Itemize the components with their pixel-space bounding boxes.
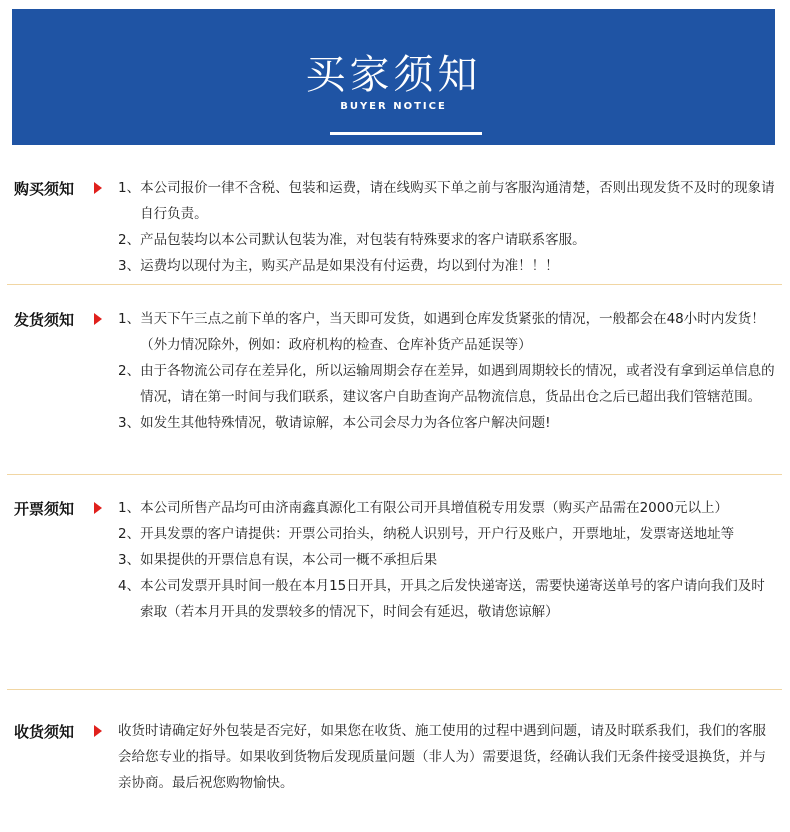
- list-item: 2、 由于各物流公司存在差异化，所以运输周期会存在差异，如遇到周期较长的情况，或者没有拿到运单信息的情况，请在第一时间与我们联系，建议客户自助查询产品物流信息，货品出仓之后已超出我们管辖范围。: [118, 363, 775, 405]
- section-title: 开票须知: [14, 500, 75, 518]
- list-item: 1、 当天下午三点之前下单的客户，当天即可发货，如遇到仓库发货紧张的情况，一般都会在48小时内发货！（外力情况除外，例如：政府机构的检查、仓库补货产品延误等）: [118, 311, 765, 353]
- section-title: 收货须知: [14, 723, 75, 741]
- arrow-right-icon: [94, 182, 102, 194]
- list-item: 2、 产品包装均以本公司默认包装为准，对包装有特殊要求的客户请联系客服。: [118, 232, 586, 248]
- list-item: 3、 如发生其他特殊情况，敬请谅解，本公司会尽力为各位客户解决问题!: [118, 415, 551, 431]
- list-item: 3、 运费均以现付为主，购买产品是如果没有付运费，均以到付为准！！！: [118, 258, 559, 274]
- item-list: [118, 718, 778, 796]
- item-list: [118, 175, 778, 279]
- section-divider: [7, 474, 782, 475]
- item-list: [118, 495, 778, 625]
- section-title: 发货须知: [14, 311, 75, 329]
- list-item: 1、 本公司报价一律不含税、包装和运费，请在线购买下单之前与客服沟通清楚，否则出现发货不及时的现象请自行负责。: [118, 180, 775, 222]
- list-item: 3、 如果提供的开票信息有误，本公司一概不承担后果: [118, 552, 438, 568]
- list-item: 收货时请确定好外包装是否完好，如果您在收货、施工使用的过程中遇到问题，请及时联系我们，我们的客服会给您专业的指导。如果收到货物后发现质量问题（非人为）需要退货，经确认我们无条件接受退换货，并与亲协商。最后祝您购物愉快。: [118, 723, 766, 791]
- list-item: 2、 开具发票的客户请提供：开票公司抬头，纳税人识别号，开户行及账户，开票地址，发票寄送地址等: [118, 526, 735, 542]
- item-list: [118, 306, 778, 436]
- list-item: 1、 本公司所售产品均可由济南鑫真源化工有限公司开具增值税专用发票（购买产品需在2000元以上）: [118, 500, 728, 516]
- page-subtitle: BUYER NOTICE: [340, 101, 447, 112]
- list-item: 4、 本公司发票开具时间一般在本月15日开具，开具之后发快递寄送，需要快递寄送单号的客户请向我们及时索取（若本月开具的发票较多的情况下，时间会有延迟，敬请您谅解）: [118, 578, 765, 620]
- page-title: 买家须知: [305, 52, 482, 98]
- header-banner: [12, 9, 775, 145]
- arrow-right-icon: [94, 725, 102, 737]
- section-title: 购买须知: [14, 180, 75, 198]
- arrow-right-icon: [94, 313, 102, 325]
- arrow-right-icon: [94, 502, 102, 514]
- section-divider: [7, 284, 782, 285]
- section-divider: [7, 689, 782, 690]
- title-underline: [330, 132, 482, 135]
